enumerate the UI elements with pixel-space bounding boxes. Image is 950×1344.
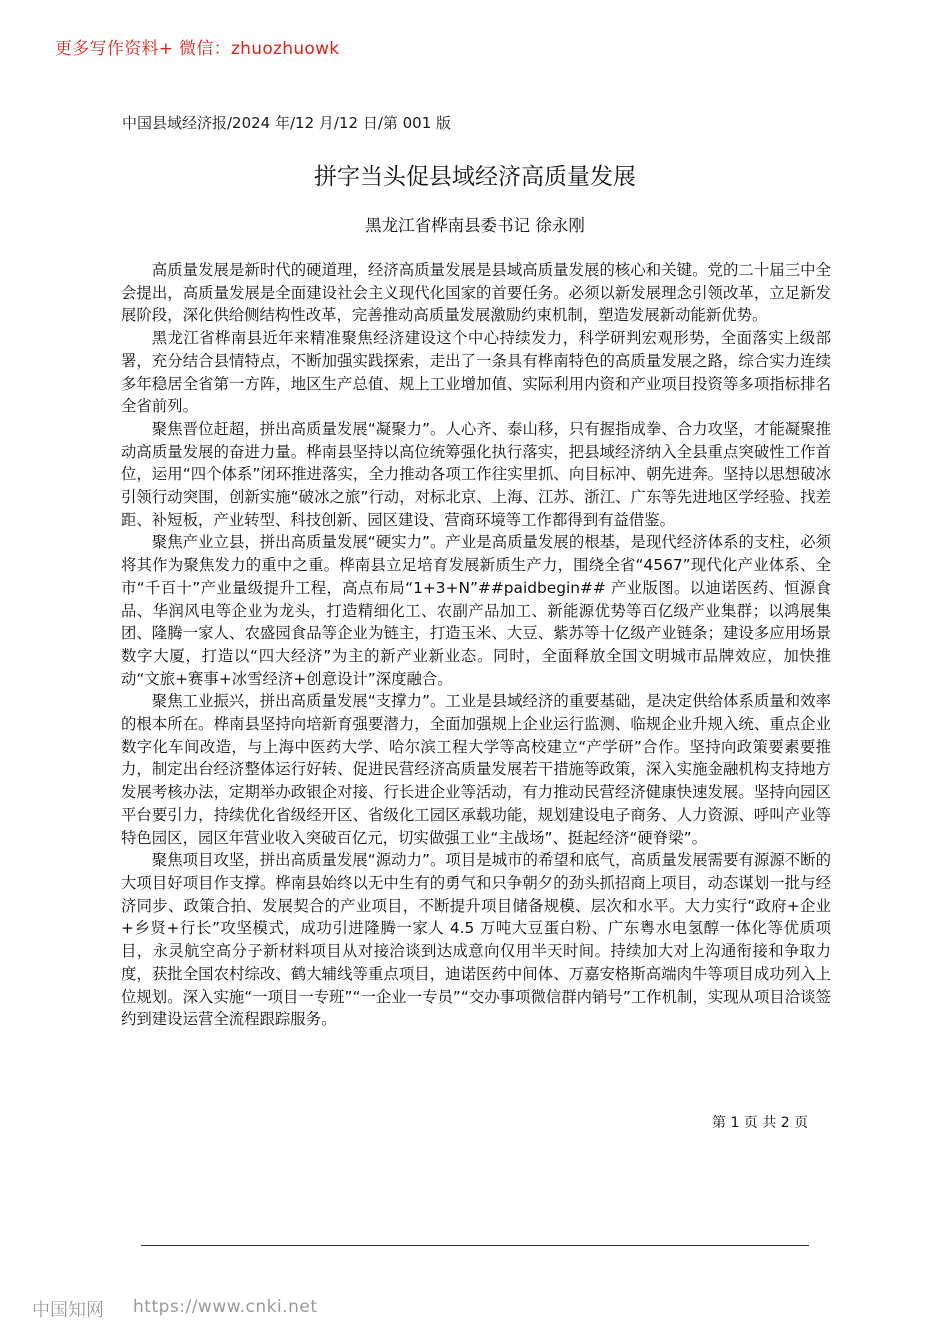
paragraph-industry: 聚焦产业立县，拼出高质量发展“硬实力”。产业是高质量发展的根基，是现代经济体系的支柱，必须将其作为聚焦发力的重中之重。桦南县立足培育发展新质生产力，围绕全省“4567”现代化产业体系、全市“千百十”产业量级提升工程，高点布局“1+3+N”##paidbegin## 产业版图。以迪诺医药、恒源食品、华润风电等企业为龙头，打造精细化工、农副产品加工、新能源优势等百亿级产业集群；以鸿展集团、隆腾一家人、农盛园食品等企业为链主，打造玉米、大豆、紫苏等十亿级产业链条；建设多应用场景数字大厦，打造以“四大经济”为主的新产业新业态。同时，全面释放全国文明城市品牌效应，加快推动“文旅+赛事+冰雪经济+创意设计”深度融合。: [121, 533, 831, 688]
paragraph-intro: 高质量发展是新时代的硬道理，经济高质量发展是县域高质量发展的核心和关键。党的二十届三中全会提出，高质量发展是全面建设社会主义现代化国家的首要任务。必须以新发展理念引领改革，立足新发展阶段，深化供给侧结构性改革，完善推动高质量发展激励约束机制，塑造发展新动能新优势。: [121, 261, 831, 325]
paragraph-support: 聚焦工业振兴，拼出高质量发展“支撑力”。工业是县域经济的重要基础，是决定供给体系质量和效率的根本所在。桦南县坚持向培新育强要潜力，全面加强规上企业运行监测、临规企业升规入统、重点企业数字化车间改造，与上海中医药大学、哈尔滨工程大学等高校建立“产学研”合作。坚持向政策要素要推力，制定出台经济整体运行好转、促进民营经济高质量发展若干措施等政策，深入实施金融机构支持地方发展考核办法，定期举办政银企对接、行长进企业等活动，有力推动民营经济健康快速发展。坚持向园区平台要引力，持续优化省级经开区、省级化工园区承载功能，规划建设电子商务、人力资源、呼叫产业等特色园区，园区年营业收入突破百亿元，切实做强工业“主战场”、挺起经济“硬脊梁”。: [121, 692, 831, 847]
promo-banner: 更多写作资料+ 微信：zhuozhuowk: [55, 39, 340, 59]
paragraph-overview: 黑龙江省桦南县近年来精准聚焦经济建设这个中心持续发力，科学研判宏观形势，全面落实上级部署，充分结合县情特点，不断加强实践探索，走出了一条具有桦南特色的高质量发展之路，综合实力连续多年稳居全省第一方阵，地区生产总值、规上工业增加值、实际利用内资和产业项目投资等多项指标排名全省前列。: [121, 329, 831, 416]
source-line: 中国县域经济报/2024 年/12 月/12 日/第 001 版: [122, 114, 452, 132]
article-body: [121, 259, 831, 1031]
cnki-logo-watermark: 中国知网: [32, 1300, 104, 1321]
paragraph-cohesion: 聚焦晋位赶超，拼出高质量发展“凝聚力”。人心齐、泰山移，只有握指成拳、合力攻坚，才能凝聚推动高质量发展的奋进力量。桦南县坚持以高位统筹强化执行落实，把县域经济纳入全县重点突破性工作首位，运用“四个体系”闭环推进落实，全力推动各项工作往实里抓、向目标冲、朝先进奔。坚持以思想破冰引领行动突围，创新实施“破冰之旅”行动，对标北京、上海、江苏、浙江、广东等先进地区学经验、找差距、补短板，产业转型、科技创新、园区建设、营商环境等工作都得到有益借鉴。: [121, 419, 831, 529]
article-title: 拼字当头促县域经济高质量发展: [314, 164, 636, 190]
article-author: 黑龙江省桦南县委书记 徐永刚: [365, 216, 585, 235]
paragraph-projects: 聚焦项目攻坚，拼出高质量发展“源动力”。项目是城市的希望和底气，高质量发展需要有源源不断的大项目好项目作支撑。桦南县始终以无中生有的勇气和只争朝夕的劲头抓招商上项目，动态谋划一批与经济同步、政策合拍、发展契合的产业项目，不断提升项目储备规模、层次和水平。大力实行“政府+企业+乡贤+行长”攻坚模式，成功引进隆腾一家人 4.5 万吨大豆蛋白粉、广东粤水电氢醇一体化等优质项目，永灵航空高分子新材料项目从对接洽谈到达成意向仅用半天时间。持续加大对上沟通衔接和争取力度，获批全国农村综改、鹤大辅线等重点项目，迪诺医药中间体、万嘉安格斯高端肉牛等项目成功列入上位规划。深入实施“一项目一专班”“一企业一专员”“交办事项微信群内销号”工作机制，实现从项目洽谈签约到建设运营全流程跟踪服务。: [121, 851, 831, 1029]
footer-divider: [141, 1245, 809, 1246]
cnki-url-watermark: https://www.cnki.net: [133, 1297, 318, 1317]
page-indicator: 第 1 页 共 2 页: [712, 1115, 809, 1131]
